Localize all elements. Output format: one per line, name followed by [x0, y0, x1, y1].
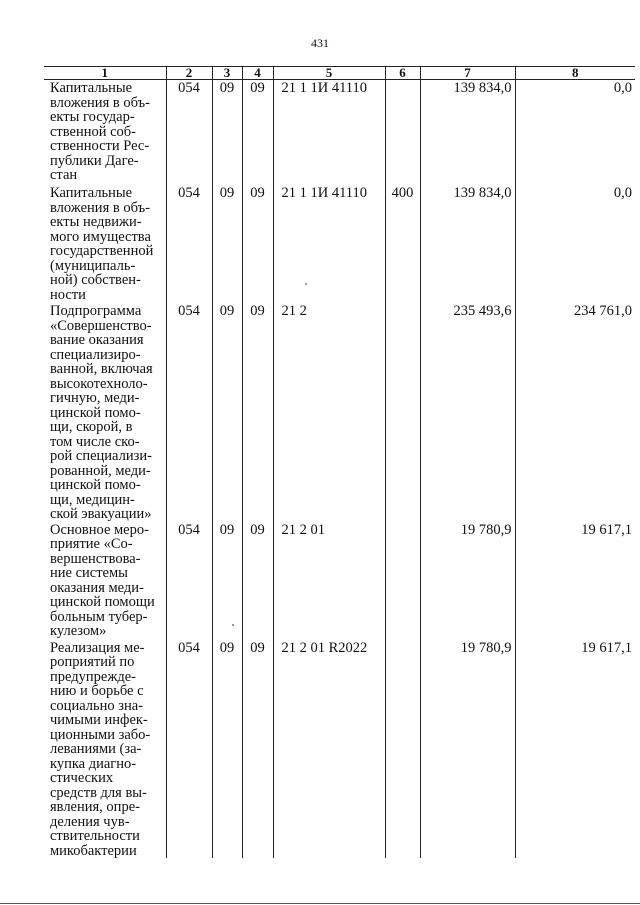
ministry-code-cell: 054: [166, 522, 212, 640]
ministry-code-cell: 054: [166, 640, 212, 859]
target-article-cell: 21 1 1И 41110: [273, 80, 385, 186]
column-header: 4: [242, 67, 273, 80]
item-name-cell: Капитальные вложения в объ- екты государ- ственной соб- ственности Рес- публики Даге- стан: [50, 80, 150, 183]
target-article-cell: 21 2 01 R2022: [273, 640, 385, 859]
column-header: 2: [166, 67, 212, 80]
section-code-cell: 09: [212, 185, 242, 303]
item-name-cell: Основное меро- приятие «Со- вершенствова- ние системы оказания меди- цинской помощи больным тубер- кулезом»: [50, 521, 155, 639]
table-row: [44, 640, 635, 859]
amount-year1-cell: 19 780,9: [420, 640, 515, 859]
amount-year1-cell: 139 834,0: [420, 185, 515, 303]
section-code-cell: 09: [212, 640, 242, 859]
page-number: 431: [311, 36, 329, 50]
target-article-cell: 21 2: [273, 303, 385, 522]
column-header: 1: [44, 67, 166, 80]
subsection-code-cell: 09: [242, 303, 273, 522]
expense-type-cell: [385, 80, 420, 186]
expense-type-cell: [385, 303, 420, 522]
subsection-code-cell: 09: [242, 80, 273, 186]
item-name-cell: Реализация ме- роприятий по предупрежде- нию и борьбе с социально зна- чимыми инфек- ционными забо- леваниями (за- купка диагно- стических средств для вы- явления, опре- деления чув- ствительности микобактерии: [50, 639, 151, 859]
amount-year2-cell: 0,0: [515, 185, 635, 303]
amount-year1-cell: 19 780,9: [420, 522, 515, 640]
section-code-cell: 09: [212, 80, 242, 186]
column-header: 3: [212, 67, 242, 80]
ministry-code-cell: 054: [166, 185, 212, 303]
target-article-cell: 21 1 1И 41110: [273, 185, 385, 303]
amount-year2-cell: 0,0: [515, 80, 635, 186]
table-header: [44, 67, 635, 80]
scan-speck: [305, 283, 307, 285]
table-row: [44, 303, 635, 522]
table-row: [44, 80, 635, 186]
amount-year2-cell: 19 617,1: [515, 640, 635, 859]
table-row: [44, 522, 635, 640]
amount-year1-cell: 235 493,6: [420, 303, 515, 522]
subsection-code-cell: 09: [242, 185, 273, 303]
ministry-code-cell: 054: [166, 80, 212, 186]
scan-speck: [232, 624, 234, 626]
column-header: 5: [273, 67, 385, 80]
target-article-cell: 21 2 01: [273, 522, 385, 640]
expense-type-cell: [385, 522, 420, 640]
subsection-code-cell: 09: [242, 640, 273, 859]
section-code-cell: 09: [212, 303, 242, 522]
table-row: [44, 185, 635, 303]
section-code-cell: 09: [212, 522, 242, 640]
ministry-code-cell: 054: [166, 303, 212, 522]
item-name-cell: Подпрограмма «Совершенство- вание оказания специализиро- ванной, включая высокотехноло- гичную, меди- цинской помо- щи, скорой, в том числе ско- рой специализи- рованной, меди- цинской помо- щи, медицин- ской эвакуации»: [50, 303, 153, 522]
column-header: 6: [385, 67, 420, 80]
item-name-cell: Капитальные вложения в объ- екты недвижи- мого имущества государственной (муниципаль- ной) собствен- ности: [50, 185, 154, 303]
subsection-code-cell: 09: [242, 522, 273, 640]
page-bottom-edge: [0, 903, 640, 904]
expense-type-cell: 400: [385, 185, 420, 303]
column-header: 8: [515, 67, 635, 80]
expense-type-cell: [385, 640, 420, 859]
budget-table: [44, 66, 635, 858]
amount-year2-cell: 234 761,0: [515, 303, 635, 522]
column-header: 7: [420, 67, 515, 80]
amount-year1-cell: 139 834,0: [420, 80, 515, 186]
amount-year2-cell: 19 617,1: [515, 522, 635, 640]
